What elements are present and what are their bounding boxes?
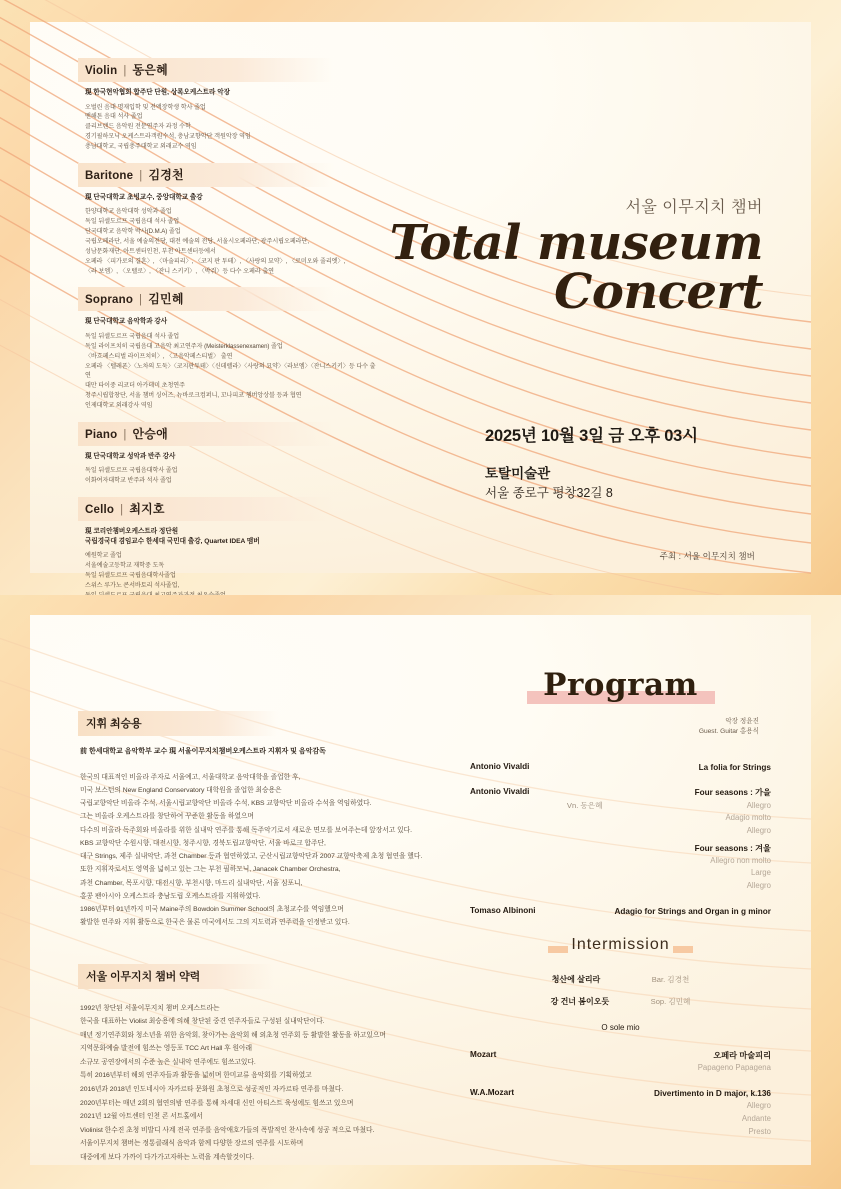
program-song-row [470, 996, 771, 1007]
program-songs [470, 974, 771, 1007]
event-date: 2025년 10월 3일 금 오후 03시 [485, 427, 698, 445]
program-item [470, 1050, 771, 1075]
ensemble-bio-header: 서울 이무지치 챔버 약력 [78, 964, 274, 989]
program-item-right [602, 1050, 771, 1075]
performer-credit-line: 오벌린 음대 명재입학 및 전액장학생 학사 졸업 [85, 103, 206, 111]
performer-credit-line: 한양대학교 음악대학 성악과 졸업 [85, 208, 172, 216]
program-item-performer: Vn. 동은혜 [566, 801, 603, 811]
program-song-performer: Bar. 김경천 [651, 975, 690, 985]
performer-separator: | [123, 428, 127, 441]
panel-inner-surface [30, 22, 811, 589]
program-column [470, 667, 771, 1151]
performer-credit-line: 오페라 〈피가로의 결혼〉, 〈마술피리〉, 〈코지 판 투테〉, 〈사랑의 묘약〉, 〈로미오와 줄리엣〉, [85, 257, 346, 265]
conductor-bio [78, 711, 438, 930]
program-item [470, 787, 771, 892]
program-movement: Papageno Papagena [697, 1063, 771, 1073]
bio-line: 과천 Chamber, 목포시향, 대전시향, 부천시향, 마드리 실내악단, 서울 심포니, [80, 879, 303, 887]
program-item-left [470, 1050, 602, 1075]
performer-lead: 現 코리안챔버오케스트라 정단원 국립경국대 겸임교수 한세대 국민대 출강, Quartet IDEA 맴버 [85, 528, 260, 545]
performer-credits [85, 466, 378, 486]
performer-name: 최지호 [129, 502, 165, 517]
program-composer: W.A.Mozart [470, 1087, 515, 1097]
performer-credits [85, 103, 378, 152]
bio-line: 한국의 대표적인 비올라 주자로 서울예고, 서울대학교 음악대학을 졸업한 후, [80, 773, 301, 781]
ensemble-bio-body [80, 1002, 438, 1165]
panel-inner-surface-bottom [30, 615, 811, 1165]
program-song-title: 강 건너 봄이오듯 [550, 997, 610, 1007]
program-item-left [470, 762, 602, 774]
intermission-label: Intermission [571, 936, 670, 954]
program-movement: Allegro non molto [710, 855, 771, 865]
performer-separator: | [139, 294, 143, 307]
bio-line: 대구 Strings, 제주 실내악단, 과천 Chamber 등과 협연하였고, 군산시립교향악단과 2007 교향악축제 초청 협연을 했다. [80, 853, 423, 860]
performer-credits [85, 332, 378, 411]
performer-instrument: Baritone [85, 169, 134, 182]
performer-credit-line: 〈라 보엠〉, 〈오텔로〉, 〈잔니 스키키〉, 〈박쥐〉등 다수 오페라 출연 [85, 267, 274, 275]
program-work-title: Four seasons : 겨울 [694, 843, 771, 853]
bio-line: 매년 정기연주회와 청소년을 위한 음악회, 찾아가는 음악회 해 외초청 연주회 등 활발한 활동을 하고있으며 [80, 1031, 386, 1039]
event-info [485, 422, 763, 501]
performer-header-piano [78, 422, 334, 446]
performer-entry [78, 163, 378, 277]
performer-credits [85, 207, 378, 276]
bio-line: 국립교향악단 비올라 수석, 서울시립교향악단 비올라 수석, KBS 교향악단 비올라 수석을 역임하였다. [80, 800, 372, 807]
program-item-left [470, 787, 602, 892]
bio-line: 홍콩 팬아시아 오케스트라 충남도립 오케스트라를 지휘하였다. [80, 892, 261, 900]
program-movement: Presto [748, 1126, 771, 1136]
performer-credit-line: 독일 뒤셀도르프 국립음대 석사 졸업 [85, 218, 180, 226]
performer-credits [85, 551, 378, 600]
program-item-left [470, 1088, 602, 1138]
performer-lead: 現 단국대학교 음악학과 강사 [85, 318, 168, 326]
program-items-second-half [470, 1050, 771, 1138]
poster-back-panel [0, 595, 841, 1189]
program-song-row [470, 974, 771, 985]
program-title-wrap [470, 667, 771, 715]
performer-credit-line: 국립오페라단, 서울 예술의전당, 대전 예술의 전당, 서울시오페라단, 광주시립오페라단, [85, 237, 309, 245]
performer-name: 김경천 [148, 167, 184, 182]
performer-entry [78, 497, 378, 600]
performer-credit-line: 독일 뒤셀도르프 국립음대 석사 졸업 [85, 332, 180, 340]
program-item [470, 906, 771, 918]
performer-credit-line: 이화여자대학교 반주과 석사 졸업 [85, 477, 172, 485]
performer-entry [78, 287, 378, 410]
bio-line: 2016년과 2018년 인도네시아 자카르타 문화원 초청으로 성공적인 자카르타 연주를 마쳤다. [80, 1086, 344, 1094]
program-item-right [602, 762, 771, 774]
performer-header-cello [78, 497, 334, 521]
bio-line: 대중에게 보다 가까이 다가가고자하는 노력을 계속할것이다. [80, 1154, 254, 1162]
performer-credit-line: 서울예술고등학교 재학중 도독 [85, 562, 165, 570]
program-credit-line: Guest. Guitar 홍용식 [698, 727, 759, 735]
performer-entry [78, 58, 378, 152]
performer-credit-line: 독일 뒤셀도르프 국립음대학사졸업 [85, 571, 176, 579]
performer-credit-line: 경기필하모닉 오케스트라객원수석, 충남교향악단 객원악장 역임 [85, 133, 251, 141]
performer-credit-line: 독일 라이프치히 국립음대 고음악 최고연주자 (Meisterklassenexamen) 졸업 [85, 342, 283, 350]
program-movement: Allegro [746, 800, 771, 810]
program-item-left [470, 906, 602, 918]
program-credit-line: 악장 정윤진 [725, 718, 759, 725]
ensemble-subtitle: 서울 이무지치 챔버 [625, 199, 763, 216]
program-items-first-half [470, 762, 771, 918]
program-movement: Adagio molto [725, 813, 771, 823]
performer-credit-line: 클리브랜드 음악원 전문연주자 과정 수학 [85, 123, 191, 131]
bio-line: 2020년부터는 매년 2회의 협연의밤 연주를 통해 차세대 신인 아티스트 육성에도 힘쓰고 있으며 [80, 1099, 354, 1107]
performer-name: 안승애 [132, 426, 168, 441]
performer-credit-line: 예원학교 졸업 [85, 552, 122, 560]
performer-instrument: Violin [85, 65, 118, 77]
performer-name: 김민혜 [148, 292, 184, 307]
bio-column [78, 711, 438, 1165]
performer-lead: 現 단국대학교 성악과 반주 강사 [85, 452, 176, 460]
program-title: Program [543, 667, 698, 703]
performer-entry [78, 422, 378, 486]
performer-credit-line: 독일 뒤셀도르프 국립음대학사 졸업 [85, 467, 178, 475]
bio-line: 소규모 공연장에서의 수준 높은 실내악 연주에도 힘쓰고있다. [80, 1058, 256, 1066]
program-composer: Mozart [470, 1050, 497, 1060]
performer-credit-line: 〈바흐페스티벌 라이프치히〉, 〈고음악페스티벌〉 출연 [85, 352, 233, 360]
page-title [389, 215, 763, 320]
performer-header-baritone [78, 163, 334, 187]
bio-line: 그는 비올라 오케스트라를 창단하여 꾸준한 활동을 하였으며 [80, 813, 254, 821]
program-work-title: La folia for Strings [698, 763, 771, 773]
bio-line: 특히 2016년부터 해외 연주자들과 활동을 넓히며 한미교류 음악회를 기획하였고 [80, 1072, 312, 1080]
performer-credit-line: 대만 타이중 리코더 아카데미 초청연주 [85, 382, 185, 390]
performer-header-violin [78, 58, 334, 82]
bio-line: Violinist 한수진 초청 비발디 사계 전곡 연주를 음악애호가들의 폭발적인 찬사속에 성공 적으로 마쳤다. [80, 1126, 375, 1134]
program-credits [470, 717, 759, 736]
title-line-2: Concert [554, 263, 763, 320]
program-work-title: Adagio for Strings and Organ in g minor [614, 906, 771, 916]
performer-instrument: Soprano [85, 294, 134, 307]
performer-credit-line: 맨해튼 음대 석사 졸업 [85, 113, 143, 121]
program-item [470, 1088, 771, 1138]
bio-line: 지역문화예술 발전에 힘쓰는 영등포 TCC Art Hall 후 원아래 [80, 1045, 252, 1053]
program-composer: Tomaso Albinoni [470, 905, 536, 915]
program-work-title: 오페라 마술피리 [713, 1051, 771, 1061]
performer-credit-line: 단국대학교 음악학 박사(D.M.A) 졸업 [85, 228, 181, 236]
performer-header-soprano [78, 287, 334, 311]
program-song-performer: Sop. 김민혜 [650, 997, 691, 1007]
venue-name: 토탈미술관 [485, 466, 551, 481]
ensemble-bio [78, 964, 438, 1165]
program-song-title: 청산에 살리라 [551, 975, 601, 985]
conductor-bio-lead: 前 한세대학교 음악학부 교수 現 서울이무지치챔버오케스트라 지휘자 및 음악감독 [80, 748, 326, 755]
performer-credit-line: 오페라 〈텔레폰〉〈노차의 도둑〉〈코지판투테〉〈신데렐라〉〈사랑의 묘약〉〈라보엠〉〈잔니스키키〉등 다수 출연 [85, 362, 376, 380]
title-block [389, 194, 763, 320]
title-line-1: Total museum [389, 215, 763, 271]
program-movement: Allegro [746, 1101, 771, 1111]
program-movement: Large [751, 868, 771, 878]
bio-line: 1986년부터 91년까지 미국 Maine주의 Bowdoin Summer School의 초청교수를 역임했으며 [80, 906, 344, 913]
performer-credit-line: 스위스 루가노 콘서바토리 석사졸업, [85, 581, 180, 589]
bio-line: 1992년 창단된 서울이무지치 챔버 오케스트라는 [80, 1004, 220, 1012]
program-movement: Andante [741, 1113, 771, 1123]
performer-separator: | [123, 65, 127, 77]
performer-instrument: Cello [85, 504, 115, 517]
performer-separator: | [120, 504, 124, 517]
performer-lead: 現 한국현악협회 합주단 단원, 상록오케스트라 악장 [85, 89, 230, 96]
program-item-right [602, 787, 771, 892]
bio-line: 활발한 연주와 지휘 활동으로 한국은 물론 미국에서도 그의 지도력과 연주력을 인정받고 있다. [80, 919, 350, 927]
performer-credit-line: 성남문화재단, 아트센터인천, 부천 아트센터등에서 [85, 247, 216, 255]
bio-line: 또한 지휘자로서도 영역을 넓히고 있는 그는 부천 필하모닉, Janacek Chamber Orchestra, [80, 866, 341, 874]
bio-line: 한국을 대표하는 Violist 최승용에 의해 창단된 중견 연주자들로 구성된 실내악단이다. [80, 1018, 325, 1026]
bio-line: 서울이무지치 챔버는 정통클래식 음악과 함께 다양한 장르의 연주를 시도하며 [80, 1140, 304, 1148]
program-composer: Antonio Vivaldi [470, 787, 530, 797]
bio-line: 2021년 12월 아트센터 인천 콘 서트홀에서 [80, 1113, 203, 1121]
program-item-right [602, 906, 771, 918]
program-movement: Allegro [746, 825, 771, 835]
performer-instrument: Piano [85, 428, 118, 441]
performer-lead: 現 단국대학교 초빙교수, 중앙대학교 출강 [85, 193, 203, 201]
program-solo-piece: O sole mio [601, 1023, 640, 1033]
performer-name: 동은혜 [132, 63, 168, 77]
intermission-wrap [470, 936, 771, 960]
bio-line: 다수의 비올라 독주회와 비올라를 위한 실내악 연주를 통해 독주악기로서 새로운 면모를 보여주는데 앞장서고 있다. [80, 826, 412, 834]
venue-address: 서울 종로구 평창32길 8 [485, 486, 613, 500]
conductor-bio-header: 지휘 최승용 [78, 711, 278, 736]
conductor-bio-body [80, 771, 438, 930]
bio-line: KBS 교향악단 수원시향, 대전시향, 청주시향, 경북도립교향악단, 서울 바로크 합주단, [80, 839, 326, 847]
performer-list [78, 58, 378, 611]
performer-credit-line: 충남대학교, 국립충주대학교 외래교수 역임 [85, 142, 197, 150]
performer-credit-line: 청주시립합창단, 서울 챔버 싱어즈, 뉴바로크컴퍼니, 꼬나피코 챔버앙상블 등과 협연 [85, 392, 302, 400]
program-item-right [602, 1088, 771, 1138]
bio-line: 미국 보스턴의 New England Conservatory 대학원을 졸업한 최승용은 [80, 786, 282, 794]
performer-credit-line: 인제대학교 외래강사 역임 [85, 401, 153, 409]
program-item [470, 762, 771, 774]
program-work-title: Four seasons : 가을 [694, 788, 771, 798]
program-movement: Allegro [746, 881, 771, 891]
program-composer: Antonio Vivaldi [470, 762, 530, 772]
program-work-title: Divertimento in D major, k.136 [654, 1088, 771, 1098]
performer-separator: | [139, 169, 143, 182]
host-line: 주최 : 서울 이무지치 챔버 [659, 551, 755, 561]
